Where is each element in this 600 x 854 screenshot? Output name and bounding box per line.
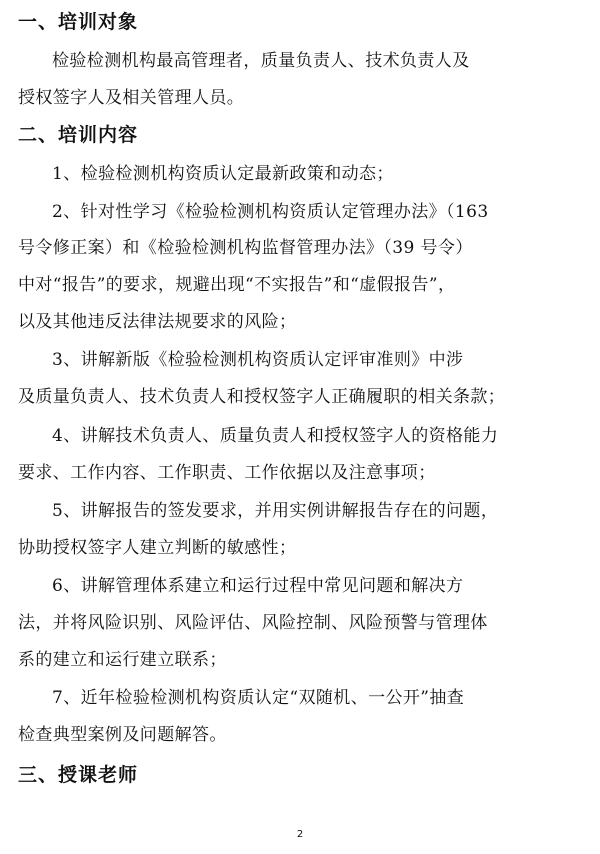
list-item-2-continued: 号令修正案）和《检验检测机构监督管理办法》（39 号令） [18,238,473,258]
list-item-4: 4、讲解技术负责人、质量负责人和授权签字人的资格能力 [52,426,499,446]
list-item-2-continued: 以及其他违反法律法规要求的风险； [18,312,297,332]
list-item-2-continued: 中对“报告”的要求，规避出现“不实报告”和“虚假报告”， [18,275,456,295]
page-number: 2 [296,829,304,840]
list-item-5-continued: 协助授权签字人建立判断的敏感性； [18,538,297,558]
list-item-5: 5、讲解报告的签发要求，并用实例讲解报告存在的问题， [52,501,499,521]
section-heading-training-content: 二、培训内容 [18,124,139,146]
list-item-6: 6、讲解管理体系建立和运行过程中常见问题和解决方 [52,576,464,596]
list-item-6-continued: 系的建立和运行建立联系； [18,650,227,670]
list-item-1: 1、检验检测机构资质认定最新政策和动态； [52,164,394,184]
paragraph-line: 检验检测机构最高管理者，质量负责人、技术负责人及 [52,51,470,71]
list-item-6-continued: 法，并将风险识别、风险评估、风险控制、风险预警与管理体 [18,613,488,633]
section-heading-training-targets: 一、培训对象 [18,11,139,33]
list-item-3-continued: 及质量负责人、技术负责人和授权签字人正确履职的相关条款； [18,387,506,407]
list-item-4-continued: 要求、工作内容、工作职责、工作依据以及注意事项； [18,463,436,483]
list-item-7: 7、近年检验检测机构资质认定“双随机、一公开”抽查 [52,688,465,708]
section-heading-instructors: 三、授课老师 [18,764,139,786]
list-item-7-continued: 检查典型案例及问题解答。 [18,725,227,745]
list-item-2: 2、针对性学习《检验检测机构资质认定管理办法》（163 [52,202,489,222]
paragraph-line: 授权签字人及相关管理人员。 [18,88,245,108]
list-item-3: 3、讲解新版《检验检测机构资质认定评审准则》中涉 [52,350,464,370]
